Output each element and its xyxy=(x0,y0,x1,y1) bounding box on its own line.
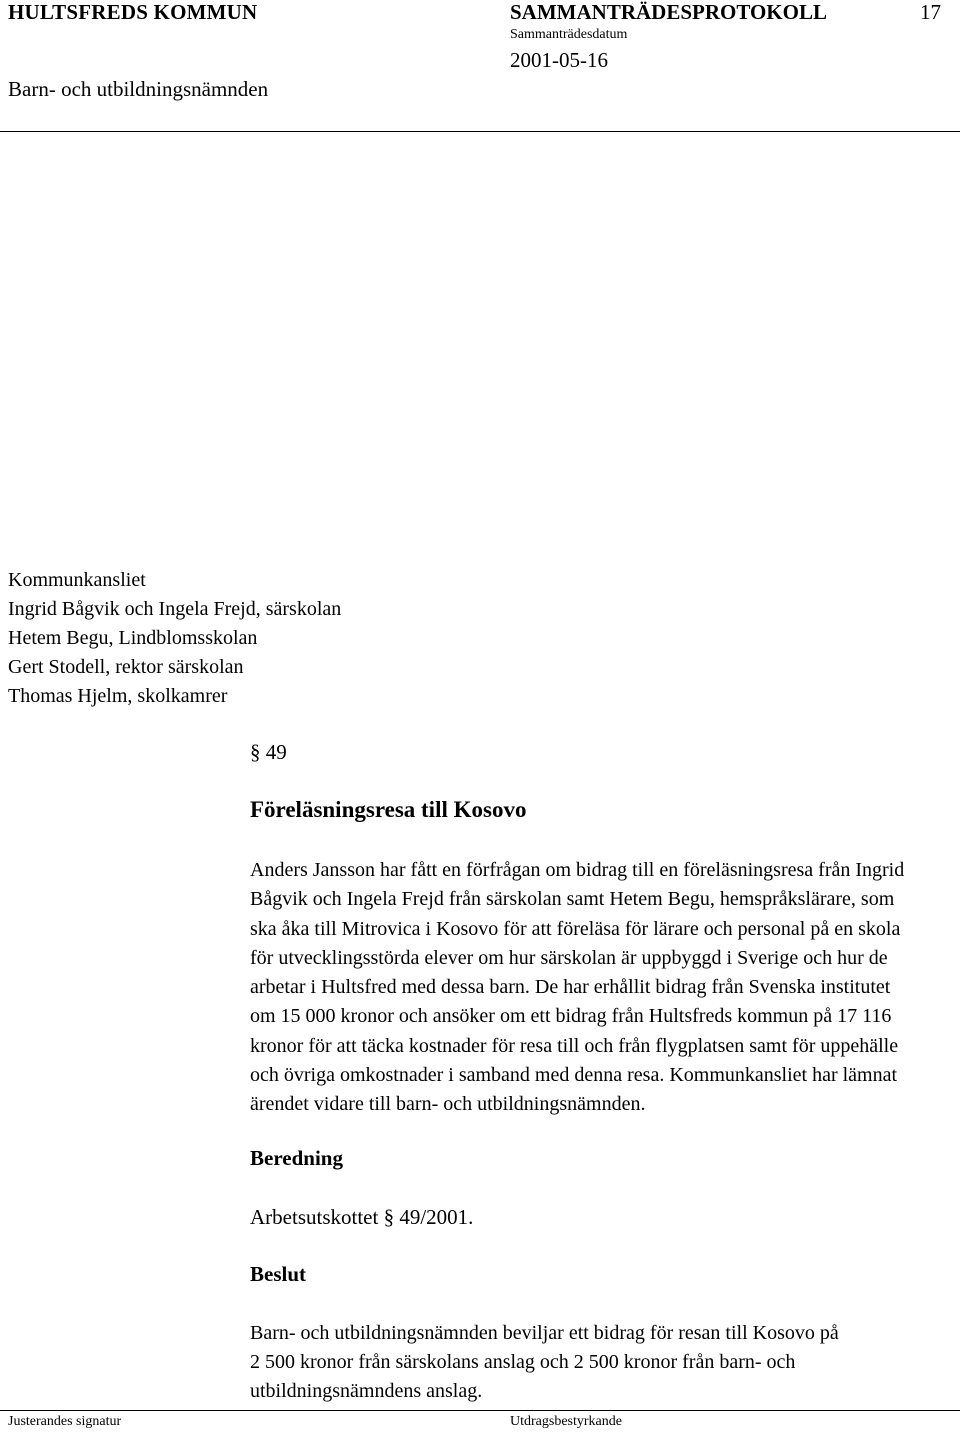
body-line: ärendet vidare till barn- och utbildningsnämnden. xyxy=(250,1093,646,1116)
distribution-item: Thomas Hjelm, skolkamrer xyxy=(8,685,228,707)
meeting-date-label: Sammanträdesdatum xyxy=(510,27,628,42)
beslut-heading: Beslut xyxy=(250,1262,307,1286)
meeting-date: 2001-05-16 xyxy=(510,48,608,72)
distribution-item: Gert Stodell, rektor särskolan xyxy=(8,656,244,678)
section-title: Föreläsningsresa till Kosovo xyxy=(250,797,527,822)
beslut-body xyxy=(250,1319,950,1406)
section-body xyxy=(250,856,960,1120)
distribution-list xyxy=(8,566,341,711)
committee-name: Barn- och utbildningsnämnden xyxy=(8,77,269,101)
body-line: Bågvik och Ingela Frejd från särskolan samt Hetem Begu, hemspråkslärare, som xyxy=(250,888,895,911)
beslut-line: Barn- och utbildningsnämnden beviljar ett bidrag för resan till Kosovo på xyxy=(250,1322,839,1344)
distribution-item: Ingrid Bågvik och Ingela Frejd, särskolan xyxy=(8,598,342,620)
beredning-heading: Beredning xyxy=(250,1146,343,1170)
body-line: Anders Jansson har fått en förfrågan om bidrag till en föreläsningsresa från Ingrid xyxy=(250,859,905,881)
body-line: ska åka till Mitrovica i Kosovo för att föreläsa för lärare och personal på en skola xyxy=(250,917,901,940)
body-line: kronor för att täcka kostnader för resa till och från flygplatsen samt för uppehälle xyxy=(250,1034,899,1057)
section-number: § 49 xyxy=(250,740,287,764)
distribution-item: Kommunkansliet xyxy=(8,569,146,591)
body-line: för utvecklingsstörda elever om hur särskolan är uppbyggd i Sverige och hur de xyxy=(250,946,888,969)
footer-divider xyxy=(0,1410,960,1411)
beslut-line: 2 500 kronor från särskolans anslag och 2 500 kronor från barn- och xyxy=(250,1351,796,1373)
certification-label: Utdragsbestyrkande xyxy=(510,1414,622,1429)
page-number: 17 xyxy=(920,0,941,24)
signature-label: Justerandes signatur xyxy=(8,1414,122,1429)
beslut-line: utbildningsnämndens anslag. xyxy=(250,1380,483,1402)
document-type: SAMMANTRÄDESPROTOKOLL xyxy=(510,0,827,24)
organization-name: HULTSFREDS KOMMUN xyxy=(8,0,258,24)
body-line: arbetar i Hultsfred med dessa barn. De har erhållit bidrag från Svenska institutet xyxy=(250,976,891,999)
body-line: och övriga omkostnader i samband med denna resa. Kommunkansliet har lämnat xyxy=(250,1064,898,1087)
header-divider xyxy=(0,131,960,132)
beredning-text: Arbetsutskottet § 49/2001. xyxy=(250,1205,474,1229)
body-line: om 15 000 kronor och ansöker om ett bidrag från Hultsfreds kommun på 17 116 xyxy=(250,1005,892,1028)
distribution-item: Hetem Begu, Lindblomsskolan xyxy=(8,627,258,649)
